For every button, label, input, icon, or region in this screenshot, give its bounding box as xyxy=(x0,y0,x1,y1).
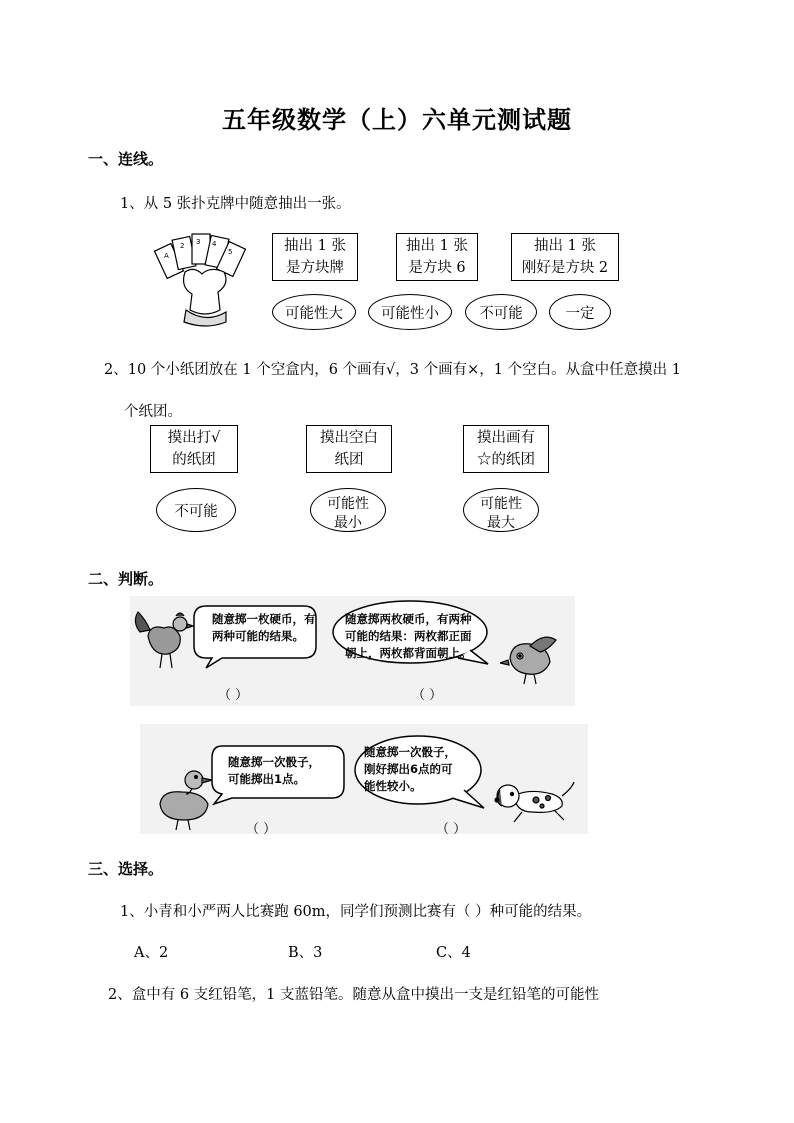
bubble-2-text xyxy=(345,611,472,662)
q1-box-3 xyxy=(511,233,619,281)
choice-q1-option-c[interactable]: C、4 xyxy=(436,945,471,961)
bubble-2-line1: 随意掷两枚硬币，有两种 xyxy=(345,612,472,626)
bubble-2-line2: 可能的结果：两枚都正面 xyxy=(345,629,472,643)
q2-box-2-line2: 纸团 xyxy=(334,452,364,468)
bubble-3-line2: 可能掷出1点。 xyxy=(228,772,306,786)
svg-text:3: 3 xyxy=(196,238,201,246)
q2-oval-3 xyxy=(463,488,539,532)
q1-box-1-line2: 是方块牌 xyxy=(286,260,344,276)
q1-box-1-line1: 抽出 1 张 xyxy=(284,238,346,254)
section-heading-3: 三、选择。 xyxy=(88,860,164,878)
q1-box-2-line1: 抽出 1 张 xyxy=(406,238,468,254)
choice-q1-option-b[interactable]: B、3 xyxy=(288,945,323,961)
q1-box-3-line1: 抽出 1 张 xyxy=(534,238,596,254)
section-heading-1: 一、连线。 xyxy=(88,150,164,168)
svg-text:4: 4 xyxy=(212,240,217,248)
q2-box-3-line1: 摸出画有 xyxy=(477,430,535,446)
q1-box-1 xyxy=(272,233,358,281)
q2-box-1-line1: 摸出打√ xyxy=(167,430,221,446)
q1-oval-1: 可能性大 xyxy=(272,294,356,330)
q2-box-2-line1: 摸出空白 xyxy=(320,430,378,446)
choice-q1-option-a[interactable]: A、2 xyxy=(134,945,169,961)
bubble-4-line1: 随意掷一次骰子， xyxy=(364,745,456,759)
q1-box-2 xyxy=(396,233,478,281)
bubble-4-line3: 能性较小。 xyxy=(364,779,422,793)
q2-box-1 xyxy=(150,425,238,473)
hand-cards-illustration xyxy=(150,232,260,327)
judge-answer-2[interactable]: （ ） xyxy=(412,688,443,703)
judge-answer-1[interactable]: （ ） xyxy=(218,688,249,703)
q2-box-2 xyxy=(306,425,392,473)
q2-box-3-line2: ☆的纸团 xyxy=(477,452,535,468)
bubble-3-line1: 随意掷一次骰子， xyxy=(228,755,320,769)
bubble-3-text xyxy=(228,754,320,788)
bubble-1-text xyxy=(212,611,316,645)
svg-text:2: 2 xyxy=(180,242,185,250)
page-title: 五年级数学（上）六单元测试题 xyxy=(222,105,572,134)
bubble-1-line1: 随意掷一枚硬币，有 xyxy=(212,612,316,626)
q2-oval-2-line1: 可能性 xyxy=(327,496,369,512)
q2-oval-2-line2: 最小 xyxy=(334,515,362,531)
q2-box-1-line2: 的纸团 xyxy=(172,452,216,468)
q1-oval-4: 一定 xyxy=(549,294,611,330)
choice-q2: 2、盒中有 6 支红铅笔，1 支蓝铅笔。随意从盒中摸出一支是红铅笔的可能性 xyxy=(108,987,600,1003)
judge-answer-4[interactable]: （ ） xyxy=(436,822,467,837)
q2-prompt-line1: 2、10 个小纸团放在 1 个空盒内，6 个画有√，3 个画有×，1 个空白。从盒中任意摸出 1 xyxy=(104,362,681,378)
dog-icon xyxy=(492,772,576,828)
choice-q1: 1、小青和小严两人比赛跑 60m，同学们预测比赛有（ ）种可能的结果。 xyxy=(120,904,592,920)
bubble-1-line2: 两种可能的结果。 xyxy=(212,629,304,643)
q2-oval-2 xyxy=(310,488,386,532)
section-heading-2: 二、判断。 xyxy=(88,570,164,588)
q2-oval-3-line1: 可能性 xyxy=(480,496,522,512)
q2-prompt-line2: 个纸团。 xyxy=(124,404,182,420)
q1-prompt: 1、从 5 张扑克牌中随意抽出一张。 xyxy=(120,196,351,212)
bubble-4-text xyxy=(364,744,456,795)
q2-box-3 xyxy=(463,425,549,473)
bubble-2-line3: 朝上，两枚都背面朝上。 xyxy=(345,646,472,660)
q1-oval-3: 不可能 xyxy=(465,294,537,330)
q1-box-2-line2: 是方块 6 xyxy=(408,260,466,276)
rooster-icon xyxy=(130,602,200,674)
bubble-4-line2: 刚好掷出6点的可 xyxy=(364,762,453,776)
svg-text:5: 5 xyxy=(228,248,233,256)
bird-icon xyxy=(500,632,562,688)
svg-text:A: A xyxy=(164,252,169,260)
judge-answer-3[interactable]: （ ） xyxy=(246,822,277,837)
q1-oval-2: 可能性小 xyxy=(368,294,452,330)
q1-box-3-line2: 刚好是方块 2 xyxy=(521,260,609,276)
q2-oval-1: 不可能 xyxy=(156,488,236,532)
q2-oval-3-line2: 最大 xyxy=(487,515,515,531)
